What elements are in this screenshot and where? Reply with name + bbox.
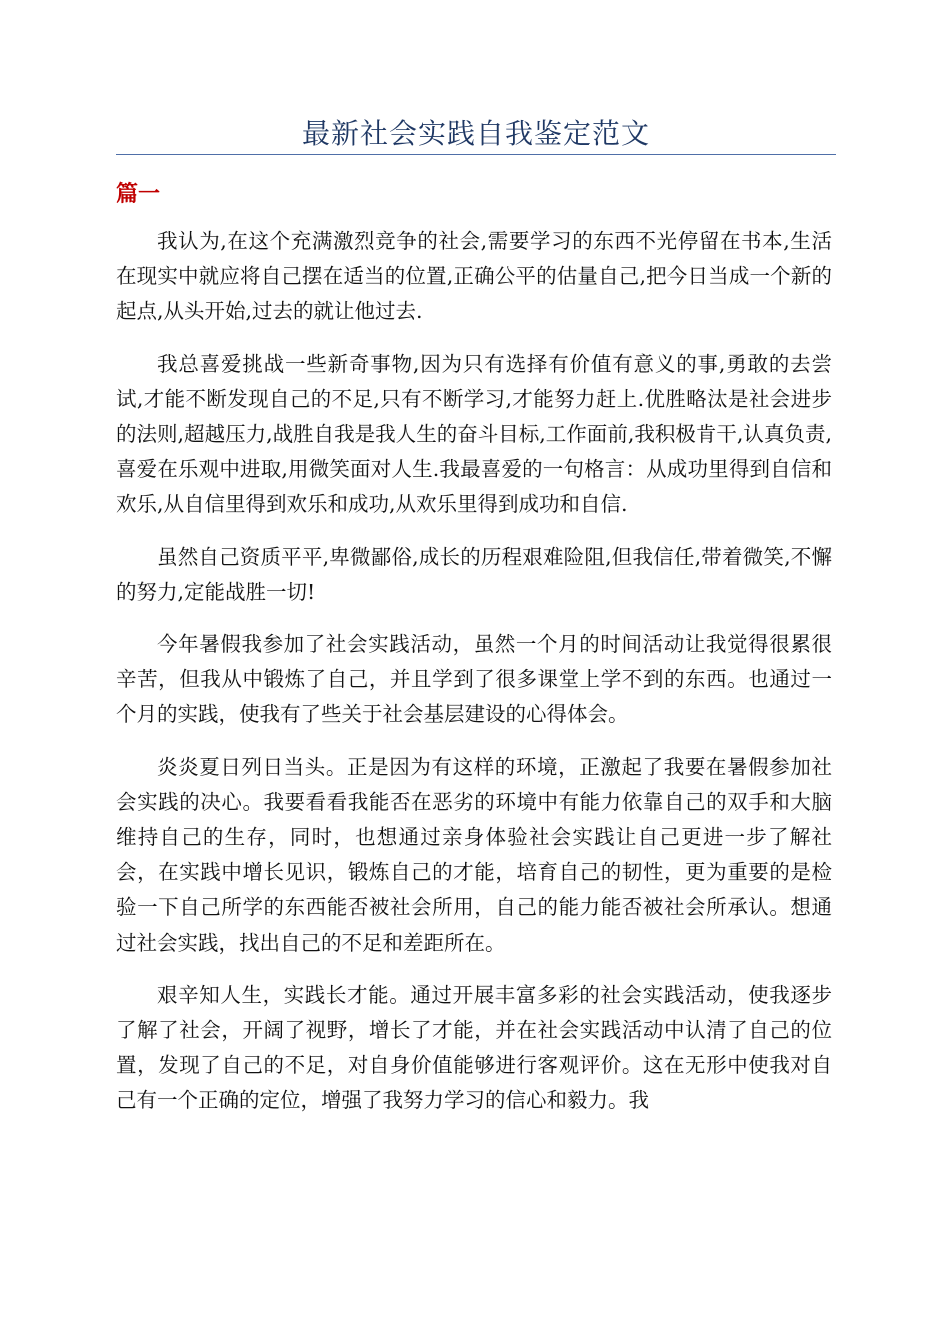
document-title: 最新社会实践自我鉴定范文 [301, 117, 650, 150]
paragraph: 今年暑假我参加了社会实践活动，虽然一个月的时间活动让我觉得很累很辛苦，但我从中锻炼了自己，并且学到了很多课堂上学不到的东西。也通过一个月的实践，使我有了些关于社会基层建设的心得体会。 [116, 632, 832, 727]
body-text [116, 224, 832, 1136]
paragraph: 虽然自己资质平平,卑微鄙俗,成长的历程艰难险阻,但我信任,带着微笑,不懈的努力,定能战胜一切! [116, 544, 832, 604]
title-underline [116, 154, 836, 155]
section-heading: 篇一 [116, 182, 161, 207]
paragraph: 炎炎夏日列日当头。正是因为有这样的环境，正激起了我要在暑假参加社会实践的决心。我要看看我能否在恶劣的环境中有能力依靠自己的双手和大脑维持自己的生存，同时，也想通过亲身体验社会实践让自己更进一步了解社会，在实践中增长见识，锻炼自己的才能，培育自己的韧性，更为重要的是检验一下自己所学的东西能否被社会所用，自己的能力能否被社会所承认。想通过社会实践，找出自己的不足和差距所在。 [116, 754, 832, 955]
paragraph: 我总喜爱挑战一些新奇事物,因为只有选择有价值有意义的事,勇敢的去尝试,才能不断发现自己的不足,只有不断学习,才能努力赶上.优胜略汰是社会进步的法则,超越压力,战胜自我是我人生的奋斗目标,工作面前,我积极肯干,认真负责,喜爱在乐观中进取,用微笑面对人生.我最喜爱的一句格言：从成功里得到自信和欢乐,从自信里得到欢乐和成功,从欢乐里得到成功和自信. [116, 351, 832, 517]
paragraph: 我认为,在这个充满激烈竞争的社会,需要学习的东西不光停留在书本,生活在现实中就应将自己摆在适当的位置,正确公平的估量自己,把今日当成一个新的起点,从头开始,过去的就让他过去. [116, 229, 832, 324]
paragraph: 艰辛知人生，实践长才能。通过开展丰富多彩的社会实践活动，使我逐步了解了社会，开阔了视野，增长了才能，并在社会实践活动中认清了自己的位置，发现了自己的不足，对自身价值能够进行客观评价。这在无形中使我对自己有一个正确的定位，增强了我努力学习的信心和毅力。我 [116, 982, 832, 1113]
